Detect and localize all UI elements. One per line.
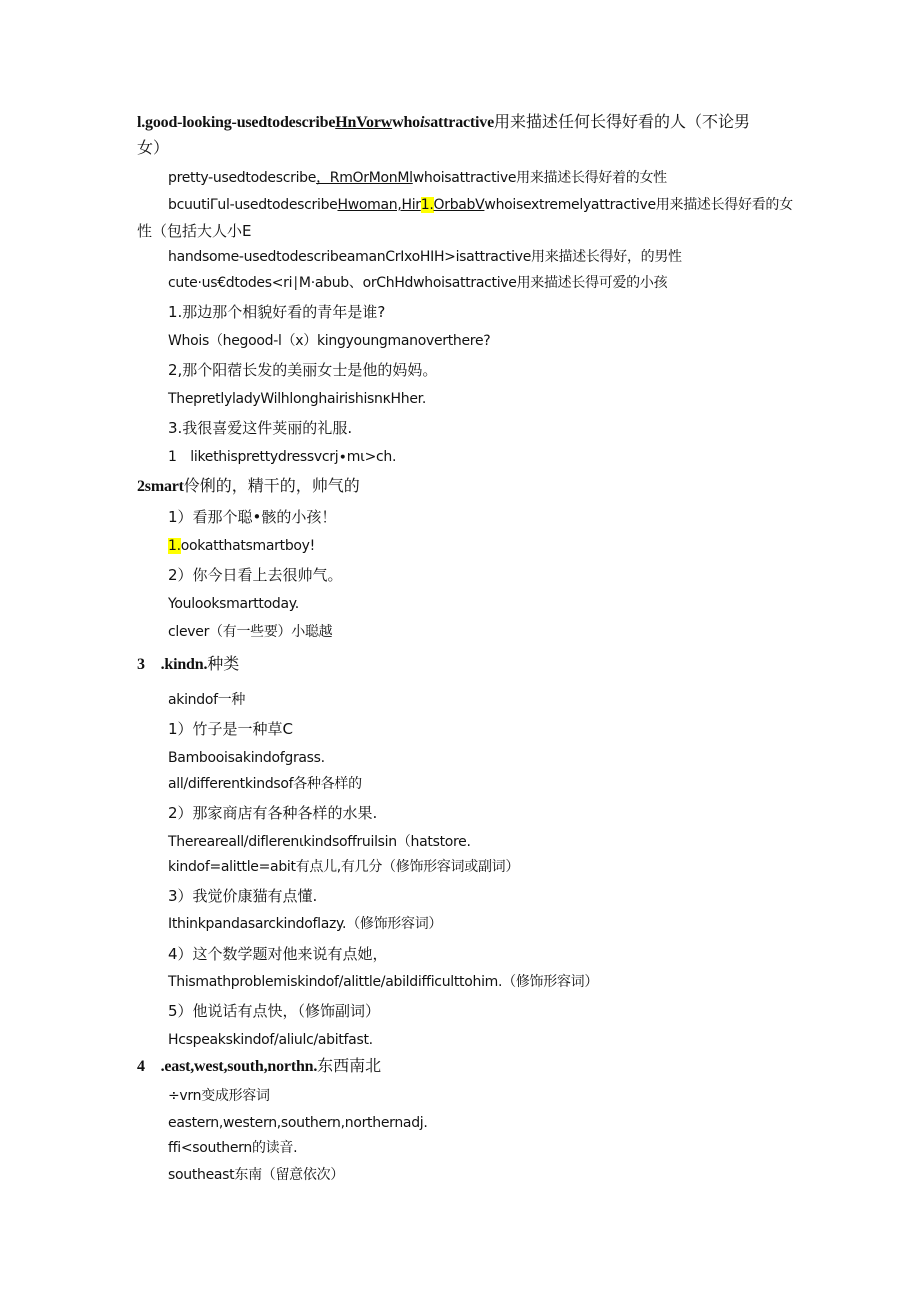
kind-example-en-2: Thereareall/diflerenιkindsoffruilsin（hatstore.	[168, 834, 471, 850]
directions-note-1: ÷vrn变成形容词	[168, 1088, 270, 1104]
directions-note-2: ffi<southern的读音.	[168, 1140, 298, 1156]
kind-example-en-3: Ithinkpandasarckindoflazy.（修饰形容词）	[168, 916, 443, 932]
example-cn-1: 1.那边那个相貌好看的青年是谁?	[168, 303, 386, 321]
smart-example-en-1: 1.ookatthatsmartboy!	[168, 538, 315, 554]
highlight-mark: 1.	[168, 538, 181, 554]
smart-example-en-2: Youlooksmarttoday.	[168, 596, 299, 612]
example-en-1: Whois（hegood-l（x）kingyoungmanoverthere?	[168, 333, 491, 349]
kind-example-en-5: Hcspeakskindof/aliulc/abitfast.	[168, 1032, 373, 1048]
kind-example-cn-5: 5）他说话有点快，（修饰副词）	[168, 1002, 381, 1020]
def-pretty: pretty-usedtodescribe，RmOrMonMlwhoisattractive用来描述长得好着的女性	[168, 170, 667, 186]
heading-good-looking: l.good-looking-usedtodescribeHnVorwwhoisattractive用来描述任何长得好看的人（不论男	[137, 112, 751, 131]
example-en-2: ThepretlyladyWilhlonghairishisnκHher.	[168, 391, 426, 407]
directions-note-3: southeast东南（留意依次）	[168, 1167, 344, 1183]
kind-example-cn-3: 3）我觉价康猫有点懂.	[168, 887, 318, 905]
kind-example-en-4: Thismathproblemiskindof/alittle/abildifficulttohim.（修饰形容词）	[168, 974, 599, 990]
highlight-mark: 1.	[420, 197, 434, 213]
underlined-text: OrbabV	[433, 197, 485, 213]
def-beautiful: bcuutiΓul-usedtodescribeHwoman,Hir1.OrbabVwhoisextremelyattractive用来描述长得好看的女	[168, 197, 793, 213]
kind-example-cn-2: 2）那家商店有各种各样的水果.	[168, 804, 378, 822]
def-handsome: handsome-usedtodescribeamanCrIxoHIH>isattractive用来描述长得好，的男性	[168, 249, 682, 265]
kind-phrase-1: akindof一种	[168, 692, 246, 708]
heading-kind: 3 .kindn.种类	[137, 654, 240, 673]
underlined-text: Hwoman,Hir	[337, 197, 421, 213]
kind-example-cn-4: 4）这个数学题对他来说有点她，	[168, 945, 388, 963]
kind-example-en-1: Bambooisakindofgrass.	[168, 750, 325, 766]
example-cn-2: 2,那个阳蓿长发的美丽女士是他的妈妈。	[168, 361, 438, 379]
heading-continued: 女）	[137, 138, 170, 157]
smart-example-cn-1: 1）看那个聪•骸的小孩！	[168, 508, 337, 526]
example-cn-3: 3.我很喜爱这件荚丽的礼服.	[168, 419, 353, 437]
kind-phrase-3: kindof=alittle=abit有点儿,有几分（修饰形容词或副词）	[168, 859, 520, 875]
underlined-text: ，RmOrMonMl	[316, 170, 413, 186]
directions-adjectives: eastern,western,southern,northernadj.	[168, 1115, 428, 1131]
underlined-text: HnVorw	[335, 114, 393, 131]
kind-phrase-2: all/differentkindsof各种各样的	[168, 776, 362, 792]
smart-example-cn-2: 2）你今日看上去很帅气。	[168, 566, 343, 584]
example-en-3: 1 likethisprettydressvcrj∙mι>ch.	[168, 449, 397, 465]
clever-note: clever（有一些要）小聪越	[168, 624, 333, 640]
heading-directions: 4 .east,west,south,northn.东西南北	[137, 1056, 382, 1075]
kind-example-cn-1: 1）竹子是一种草C	[168, 720, 294, 738]
heading-smart: 2smart伶俐的，精干的，帅气的	[137, 476, 360, 495]
def-cute: cute·us€dtodes<ri∣M·abub、orChHdwhoisattractive用来描述长得可爱的小孩	[168, 275, 668, 291]
def-beautiful-continued: 性（包括大人小E	[137, 222, 252, 240]
